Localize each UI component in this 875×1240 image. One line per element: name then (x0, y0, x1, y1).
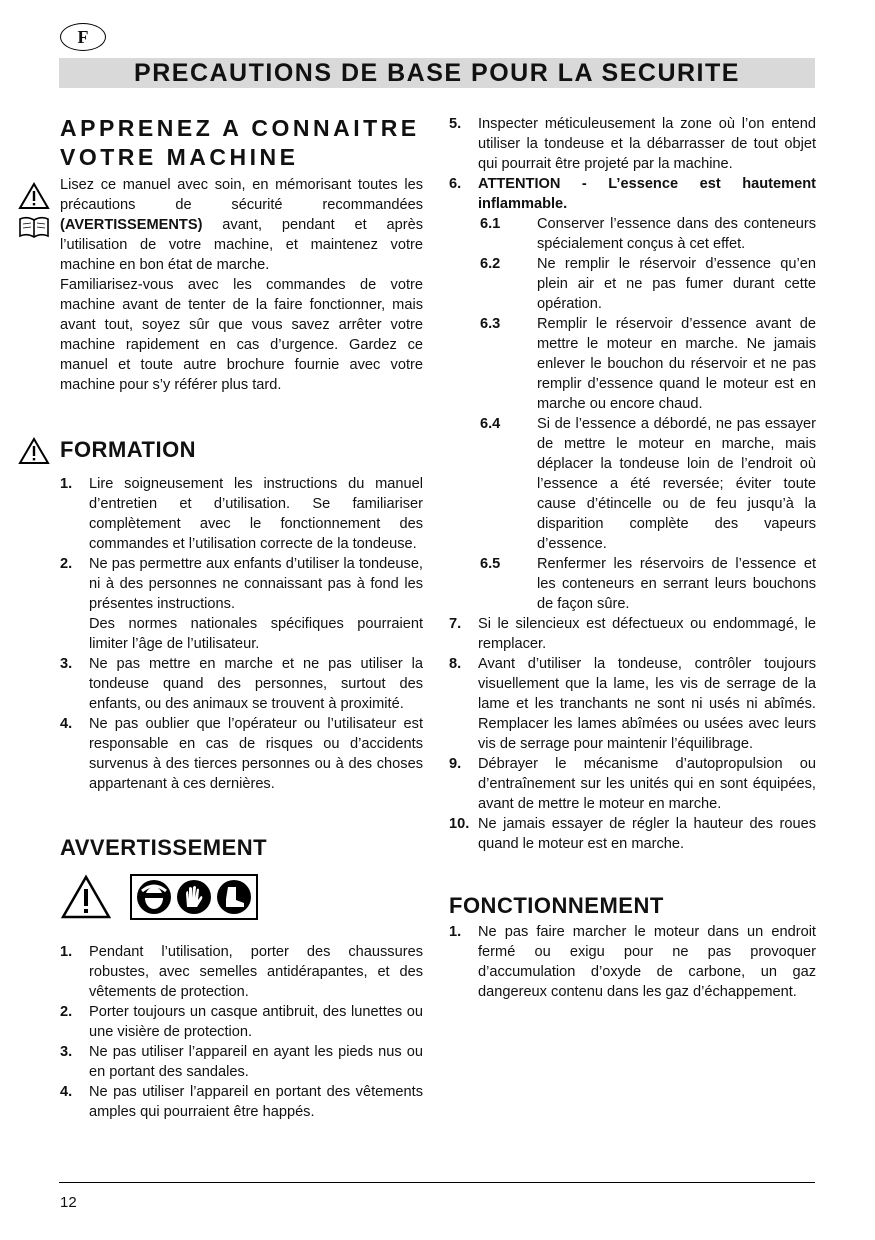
item-text: Débrayer le mécanisme d’autopropulsion ou d’entraînement sur les unités qui en sont équipées, avant de mettre le moteur en marche. (478, 756, 816, 812)
item-text: Ne pas faire marcher le moteur dans un endroit fermé ou exigu pour ne pas provoquer d’accumulation d’oxyde de carbone, un gaz dangereux contenu dans les gaz d’échappement. (478, 924, 816, 1000)
avertissement-item-4 (60, 1082, 423, 1122)
subitem-number: 6.2 (480, 256, 501, 272)
formation-item-1 (60, 474, 423, 554)
warning-triangle-icon (18, 182, 50, 210)
subitem-text: Renfermer les réservoirs de l’essence et les conteneurs en serrant leurs bouchons de façon sûre. (537, 556, 816, 612)
item-text: Ne pas permettre aux enfants d’utiliser la tondeuse, ni à des personnes ne connaissant pas à fond les présentes instructions. (89, 556, 423, 612)
avertissement-list (60, 942, 423, 1122)
footer-divider (59, 1182, 815, 1183)
item-text: Ne pas oublier que l’opérateur ou l’utilisateur est responsable en cas de risques ou d’accidents survenus à des tierces personnes ou à des choses appartenant à ces dernières. (89, 716, 423, 792)
item-text: Lire soigneusement les instructions du manuel d’entretien et d’utilisation. Se familiariser complètement avec le fonctionnement des commandes et l’utilisation correcte de la tondeuse. (89, 476, 423, 552)
item-text: Ne jamais essayer de régler la hauteur des roues quand le moteur est en marche. (478, 816, 816, 852)
page-title: PRECAUTIONS DE BASE POUR LA SECURITE (59, 58, 815, 88)
left-column (60, 114, 423, 1122)
subitem-number: 6.3 (480, 316, 501, 332)
item-number: 2. (60, 1004, 73, 1020)
subitem-text: Conserver l’essence dans des conteneurs spécialement conçus à cet effet. (537, 216, 816, 252)
formation-item-4 (60, 714, 423, 794)
item-text: Pendant l’utilisation, porter des chaussures robustes, avec semelles antidérapantes, et des vêtements de protection. (89, 944, 423, 1000)
avertissement-item-2 (60, 1002, 423, 1042)
item-text: Ne pas utiliser l’appareil en portant des vêtements amples qui pourraient être happés. (89, 1084, 423, 1120)
ppe-pictogram-box (130, 874, 258, 920)
item-number: 5. (449, 116, 462, 132)
subitem-number: 6.1 (480, 216, 501, 232)
subitem-6-1 (480, 214, 816, 254)
item-number: 4. (60, 716, 73, 732)
item-7 (449, 614, 816, 654)
subitem-text: Ne remplir le réservoir d’essence qu’en plein air et ne pas fumer durant cette opération. (537, 256, 816, 312)
item-number: 9. (449, 756, 462, 772)
formation-title: FORMATION (60, 437, 197, 462)
face-protection-icon (136, 879, 172, 915)
warning-triangle-icon (60, 874, 112, 920)
right-column (449, 114, 816, 1002)
item-number: 10. (449, 816, 470, 832)
page-number: 12 (60, 1194, 77, 1211)
subitem-number: 6.4 (480, 416, 501, 432)
item-number: 1. (449, 924, 462, 940)
subitem-6-5 (480, 554, 816, 614)
item-text: Avant d’utiliser la tondeuse, contrôler toujours visuellement que la lame, les vis de serrage de la lame et les tranchants ne sont ni usés ni abîmés. Remplacer les lames abîmées ou usées avec leurs vis de serrage pour maintenir l’équilibrage. (478, 656, 816, 752)
avertissement-item-3 (60, 1042, 423, 1082)
item-number: 1. (60, 944, 73, 960)
subitem-6-2 (480, 254, 816, 314)
p1-text-before: Lisez ce manuel avec soin, en mémorisant toutes les précautions de sécurité recommandées (60, 177, 423, 213)
p1-text-bold: (AVERTISSEMENTS) (60, 217, 203, 233)
item-8 (449, 654, 816, 754)
language-badge: F (60, 23, 106, 51)
item-number: 2. (60, 556, 73, 572)
avertissement-title: AVVERTISSEMENT (60, 835, 268, 860)
item-text: ATTENTION - L’essence est hautement inflammable. (478, 176, 816, 212)
item-text: Inspecter méticuleusement la zone où l’on entend utiliser la tondeuse et la débarrasser de tout objet qui pourrait être projeté par la machine. (478, 116, 816, 172)
item-text: Ne pas utiliser l’appareil en ayant les pieds nus ou en portant des sandales. (89, 1044, 423, 1080)
formation-item-2 (60, 554, 423, 654)
subitem-number: 6.5 (480, 556, 501, 572)
item-5 (449, 114, 816, 174)
p1-text-after: avant, pendant et après l’utilisation de votre machine, et maintenez votre machine en bon état de marche. (60, 217, 423, 273)
item-number: 3. (60, 1044, 73, 1060)
avertissement-item-1 (60, 942, 423, 1002)
know-machine-paragraph-1 (60, 175, 423, 275)
know-machine-title-line2: VOTRE MACHINE (60, 144, 299, 170)
subitem-text: Si de l’essence a débordé, ne pas essayer de mettre le moteur en marche, mais déplacer la tondeuse loin de l’endroit où l’essence a été reversée; éviter toute cause d’étincelle ou de feu jusqu’à la disparition complète des vapeurs d’essence. (537, 416, 816, 552)
safety-boots-icon (216, 879, 252, 915)
safety-pictograms (60, 874, 423, 920)
item-number: 3. (60, 656, 73, 672)
item-number: 8. (449, 656, 462, 672)
formation-list (60, 474, 423, 794)
manual-book-icon (18, 215, 50, 239)
item-extra-text: Des normes nationales spécifiques pourraient limiter l’âge de l’utilisateur. (89, 616, 423, 652)
subitem-text: Remplir le réservoir d’essence avant de mettre le moteur en marche. Ne jamais enlever le bouchon du réservoir et ne pas remplir d’essence quand le moteur est en marche ou encore chaud. (537, 316, 816, 412)
know-machine-title-line1: APPRENEZ A CONNAITRE (60, 115, 420, 141)
know-machine-paragraph-2: Familiarisez-vous avec les commandes de votre machine avant de tenter de la faire fonctionner, mais avant tout, soyez sûr que vous savez arrêter votre machine rapidement en cas d’urgence. Gardez ce manuel et toute autre brochure fournie avec votre machine pour s’y référer plus tard. (60, 277, 423, 393)
item-9 (449, 754, 816, 814)
item-text: Porter toujours un casque antibruit, des lunettes ou une visière de protection. (89, 1004, 423, 1040)
item-text: Si le silencieux est défectueux ou endommagé, le remplacer. (478, 616, 816, 652)
item-number: 4. (60, 1084, 73, 1100)
formation-item-3 (60, 654, 423, 714)
gloves-icon (176, 879, 212, 915)
fonctionnement-title: FONCTIONNEMENT (449, 893, 664, 918)
item-10 (449, 814, 816, 854)
warning-triangle-icon (18, 437, 50, 465)
item-text-wrap (89, 554, 423, 654)
item-number: 1. (60, 476, 73, 492)
know-machine-title (60, 114, 423, 172)
item-text: Ne pas mettre en marche et ne pas utiliser la tondeuse quand des personnes, surtout des enfants, ou des animaux se trouvent à proximité. (89, 656, 423, 712)
item-number: 7. (449, 616, 462, 632)
subitem-6-3 (480, 314, 816, 414)
item-number: 6. (449, 176, 462, 192)
item-6 (449, 174, 816, 214)
subitem-6-4 (480, 414, 816, 554)
fonctionnement-item-1 (449, 922, 816, 1002)
fonctionnement-list (449, 922, 816, 1002)
